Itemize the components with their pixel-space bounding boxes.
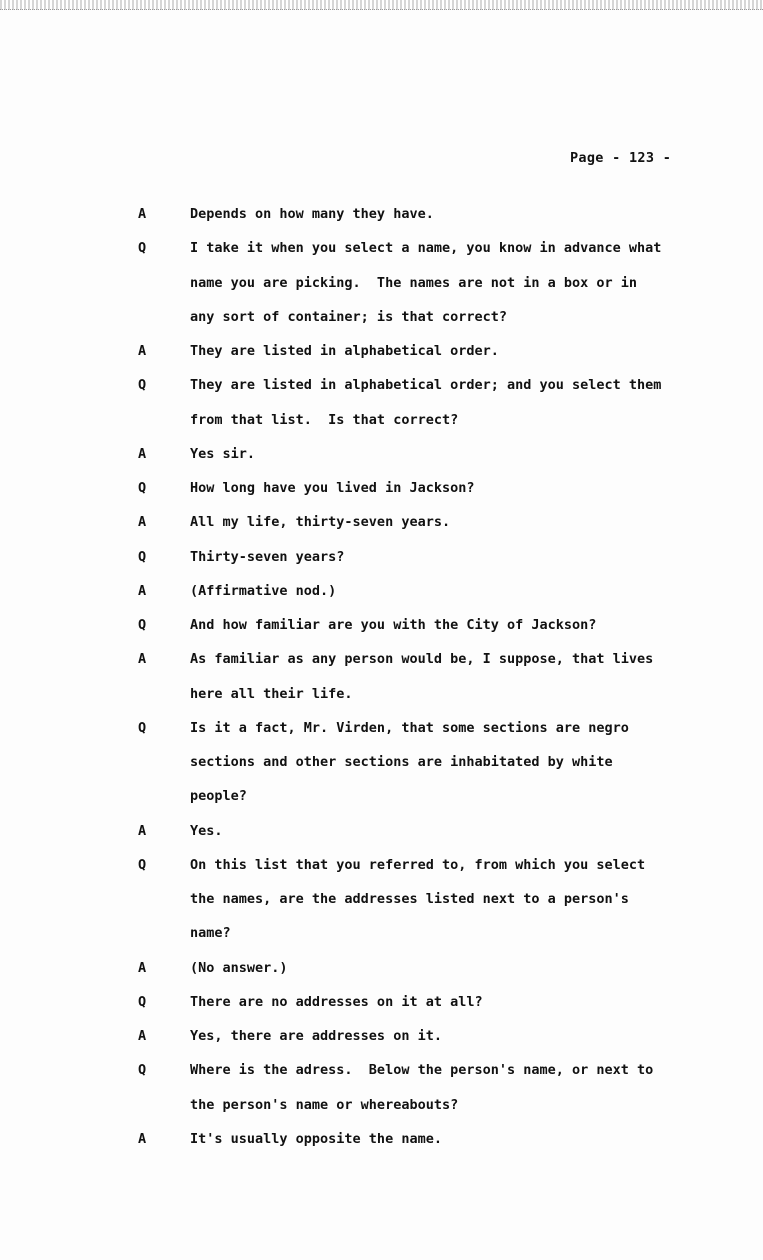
speaker-label: A <box>138 206 147 222</box>
speaker-label: Q <box>138 548 147 565</box>
speaker-label: Q <box>138 719 147 736</box>
speaker-label: A <box>138 343 147 359</box>
testimony-line: As familiar as any person would be, I suppose, that lives <box>190 651 654 668</box>
testimony-line: They are listed in alphabetical order. <box>190 343 499 359</box>
speaker-label: Q <box>138 617 147 633</box>
testimony-line: people? <box>190 788 247 805</box>
speaker-label: A <box>138 582 147 599</box>
testimony-line: I take it when you select a name, you know in advance what <box>190 240 662 257</box>
testimony-line: They are listed in alphabetical order; and you select them <box>190 377 662 394</box>
testimony-line: Depends on how many they have. <box>190 206 434 222</box>
testimony-line: name? <box>190 925 231 942</box>
testimony-line: There are no addresses on it at all? <box>190 993 483 1010</box>
speaker-label: A <box>138 651 147 668</box>
testimony-line: (No answer.) <box>190 959 288 976</box>
speaker-label: A <box>138 514 147 531</box>
testimony-line: from that list. Is that correct? <box>190 411 459 428</box>
testimony-line: (Affirmative nod.) <box>190 582 337 599</box>
speaker-label: Q <box>138 856 147 873</box>
testimony-line: And how familiar are you with the City of Jackson? <box>190 617 597 633</box>
testimony-line: Yes sir. <box>190 445 256 462</box>
speaker-label: Q <box>138 240 147 257</box>
speaker-label: Q <box>138 993 147 1010</box>
testimony-line: On this list that you referred to, from which you select <box>190 856 646 873</box>
speaker-label: A <box>138 959 147 976</box>
testimony-line: any sort of container; is that correct? <box>190 308 507 325</box>
testimony-line: sections and other sections are inhabitated by white <box>190 754 613 770</box>
testimony-line: Is it a fact, Mr. Virden, that some sections are negro <box>190 719 629 736</box>
speaker-label: Q <box>138 377 147 394</box>
speaker-label: A <box>138 1130 147 1147</box>
testimony-line: It's usually opposite the name. <box>190 1130 442 1147</box>
speaker-label: A <box>138 822 147 839</box>
testimony-line: All my life, thirty-seven years. <box>190 514 451 531</box>
page-top-edge <box>0 0 763 10</box>
speaker-label: A <box>138 1028 147 1044</box>
testimony-line: name you are picking. The names are not in a box or in <box>190 274 638 291</box>
speaker-label: Q <box>138 1062 147 1079</box>
testimony-line: here all their life. <box>190 685 353 702</box>
testimony-line: Where is the adress. Below the person's name, or next to <box>190 1062 654 1079</box>
testimony-line: the names, are the addresses listed next to a person's <box>190 891 629 907</box>
testimony-line: Yes, there are addresses on it. <box>190 1028 442 1044</box>
speaker-label: A <box>138 445 147 462</box>
testimony-line: the person's name or whereabouts? <box>190 1096 459 1113</box>
page-number: Page - 123 - <box>570 150 672 166</box>
testimony-line: Thirty-seven years? <box>190 548 345 565</box>
testimony-line: Yes. <box>190 822 223 839</box>
speaker-label: Q <box>138 480 147 496</box>
testimony-line: How long have you lived in Jackson? <box>190 480 475 496</box>
